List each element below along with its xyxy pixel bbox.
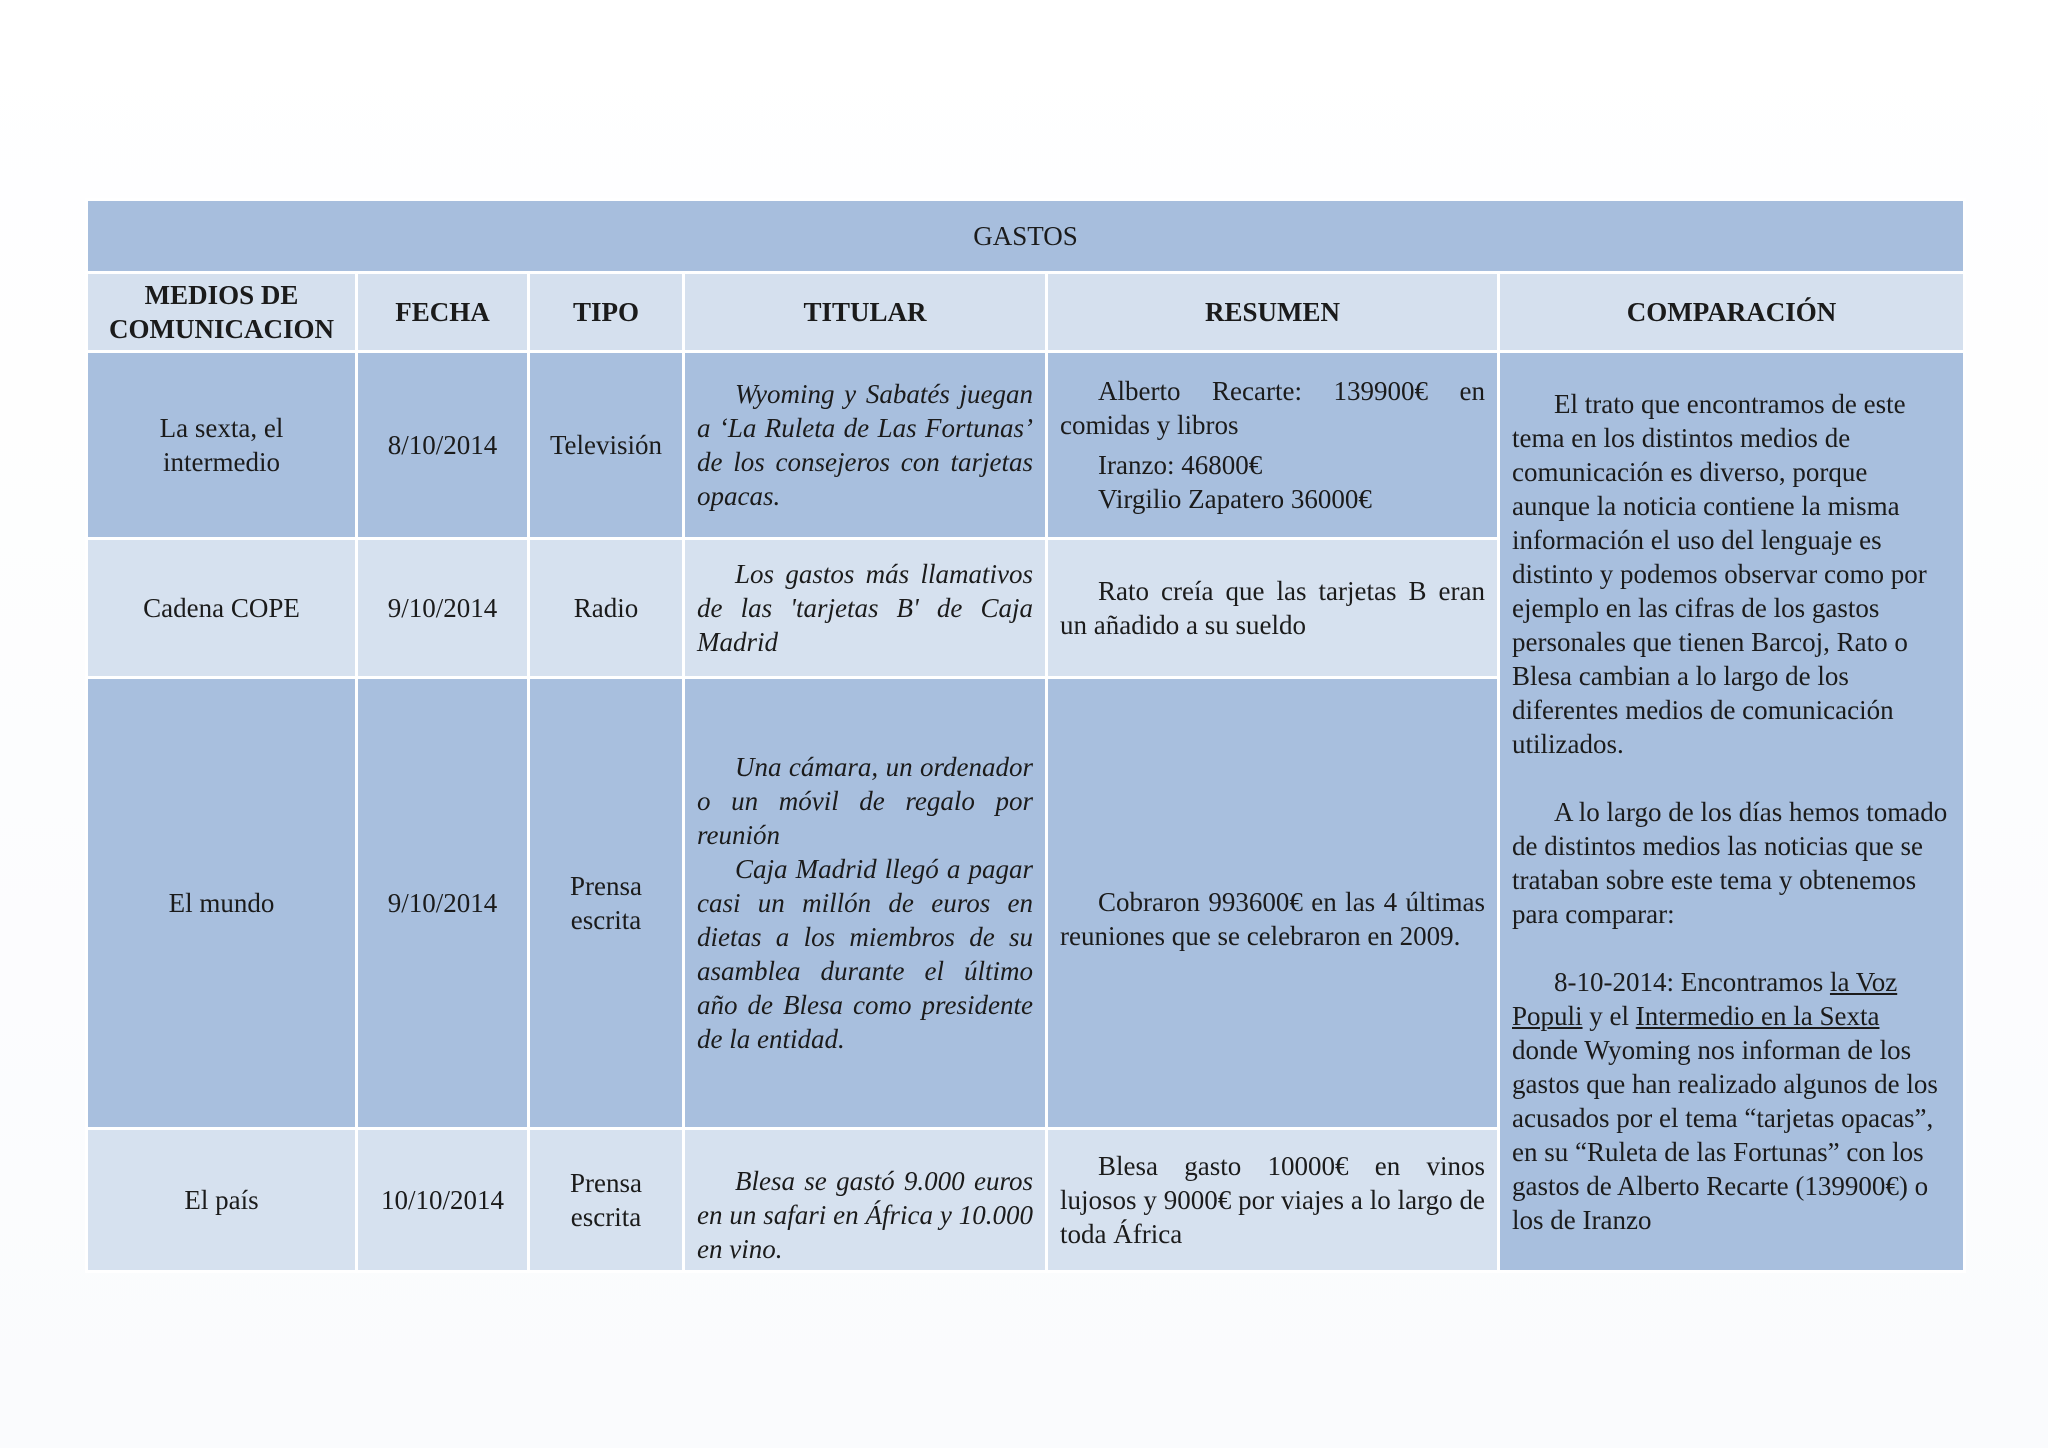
titular-text: Caja Madrid llegó a pagar casi un millón de euros en dietas a los miembros de su asamblea durante el último año de Blesa como presidente de la entidad. (697, 854, 1033, 1054)
tipo-cell: Prensa escrita (529, 678, 684, 1129)
link-intermedio-sexta[interactable]: Intermedio en la Sexta (1635, 1000, 1880, 1031)
resumen-text: Rato creía que las tarjetas B eran un añadido a su sueldo (1060, 576, 1485, 640)
fecha-cell: 8/10/2014 (357, 352, 529, 539)
titular-cell (684, 352, 1047, 539)
resumen-cell (1047, 678, 1499, 1129)
gastos-table (85, 198, 1966, 1273)
comparacion-text: 8-10-2014: Encontramos (1554, 966, 1830, 997)
resumen-text: Cobraron 993600€ en las 4 últimas reuniones que se celebraron en 2009. (1060, 887, 1485, 951)
resumen-text: Virgilio Zapatero 36000€ (1098, 484, 1372, 514)
resumen-cell (1047, 539, 1499, 678)
titular-text: Blesa se gastó 9.000 euros en un safari en África y 10.000 en vino. (697, 1166, 1033, 1264)
header-titular: TITULAR (684, 273, 1047, 352)
resumen-cell (1047, 352, 1499, 539)
medio-cell: El país (87, 1129, 357, 1272)
titular-text: Una cámara, un ordenador o un móvil de regalo por reunión (697, 752, 1033, 850)
table-row (87, 352, 1965, 539)
titular-text: Los gastos más llamativos de las 'tarjetas B' de Caja Madrid (697, 559, 1033, 657)
titular-cell (684, 1129, 1047, 1272)
tipo-cell: Radio (529, 539, 684, 678)
header-comparacion: COMPARACIÓN (1499, 273, 1965, 352)
fecha-cell: 10/10/2014 (357, 1129, 529, 1272)
comparacion-text: y el (1582, 1000, 1636, 1031)
header-resumen: RESUMEN (1047, 273, 1499, 352)
comparacion-text: donde Wyoming nos informan de los gastos que han realizado algunos de los acusados por el tema “tarjetas opacas”, en su “Ruleta de las Fortunas” con los gastos de Alberto Recarte (139900€) o los de Iranzo (1512, 1034, 1938, 1235)
titular-text: Wyoming y Sabatés juegan a ‘La Ruleta de Las Fortunas’ de los consejeros con tarjetas opacas. (697, 379, 1033, 511)
medio-cell: La sexta, el intermedio (87, 352, 357, 539)
resumen-text: Iranzo: 46800€ (1098, 450, 1263, 480)
medio-cell: Cadena COPE (87, 539, 357, 678)
header-medios: MEDIOS DE COMUNICACION (87, 273, 357, 352)
tipo-cell: Televisión (529, 352, 684, 539)
titular-cell (684, 678, 1047, 1129)
medio-cell: El mundo (87, 678, 357, 1129)
resumen-cell (1047, 1129, 1499, 1272)
tipo-cell: Prensa escrita (529, 1129, 684, 1272)
link-voz-populi[interactable]: la Voz Populi (1512, 966, 1898, 1031)
resumen-text: Blesa gasto 10000€ en vinos lujosos y 9000€ por viajes a lo largo de toda África (1060, 1151, 1485, 1249)
titular-cell (684, 539, 1047, 678)
header-tipo: TIPO (529, 273, 684, 352)
fecha-cell: 9/10/2014 (357, 539, 529, 678)
comparacion-cell (1499, 352, 1965, 1272)
resumen-text: Alberto Recarte: 139900€ en comidas y libros (1060, 376, 1485, 440)
comparacion-paragraph-1: El trato que encontramos de este tema en los distintos medios de comunicación es diverso, porque aunque la noticia contiene la misma información el uso del lenguaje es distinto y podemos observar como por ejemplo en las cifras de los gastos personales que tienen Barcoj, Rato o Blesa cambian a lo largo de los diferentes medios de comunicación utilizados. (1512, 388, 1927, 759)
comparacion-paragraph-2: A lo largo de los días hemos tomado de distintos medios las noticias que se trataban sobre este tema y obtenemos para comparar: (1512, 796, 1948, 929)
comparacion-paragraph-3 (1512, 965, 1951, 1237)
header-fecha: FECHA (357, 273, 529, 352)
fecha-cell: 9/10/2014 (357, 678, 529, 1129)
table-title: GASTOS (87, 200, 1965, 273)
